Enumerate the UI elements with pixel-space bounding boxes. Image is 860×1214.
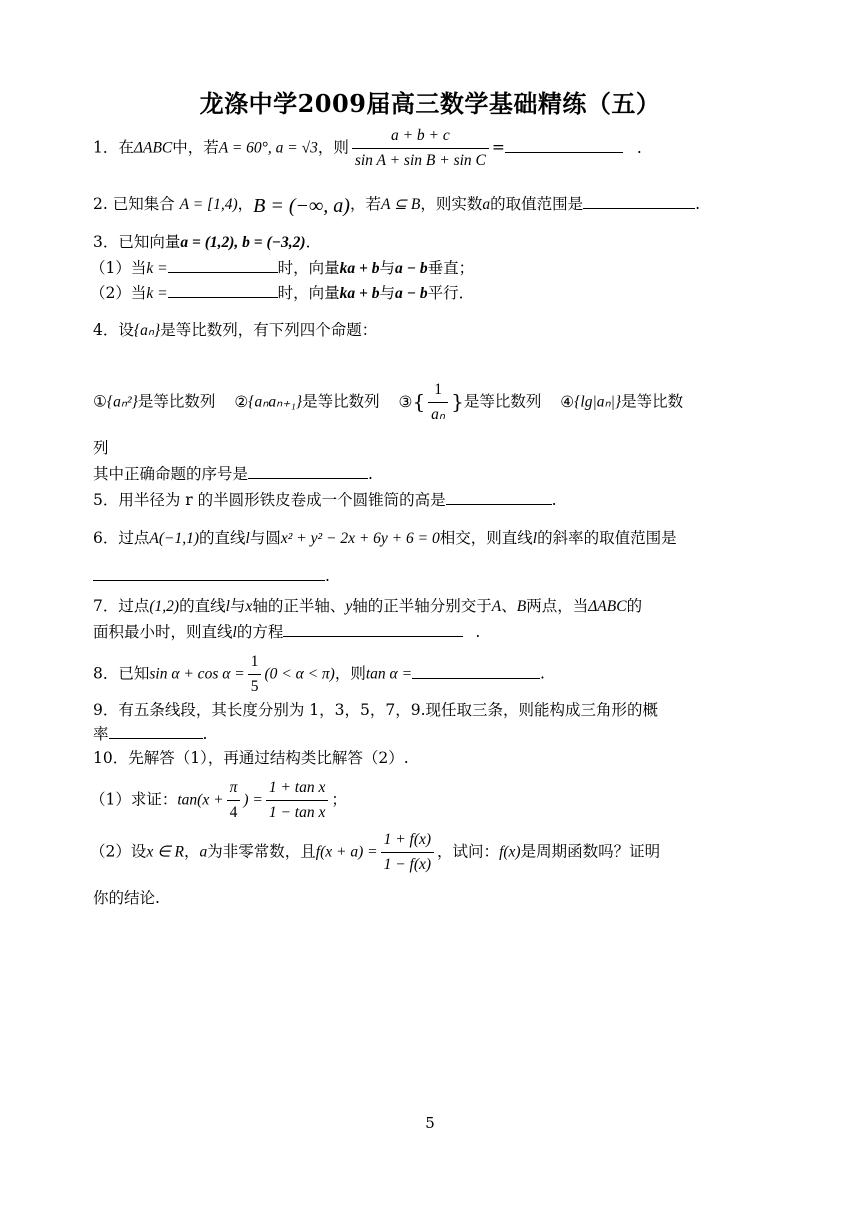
question-10-wrap: 你的结论. bbox=[93, 889, 160, 907]
q6-text4: 相交，则直线 bbox=[439, 529, 533, 547]
q10-p1-a: （1）求证： bbox=[90, 790, 178, 809]
question-4-options bbox=[93, 380, 773, 425]
q6-text3: 与圆 bbox=[249, 529, 281, 547]
question-3-part-2 bbox=[90, 281, 770, 306]
q6-text5: 的斜率的取值范围是 bbox=[537, 529, 677, 547]
q4-o1: ① bbox=[93, 392, 107, 411]
q7-text5: 轴的正半轴分别交于 bbox=[352, 597, 492, 615]
q7-y: y bbox=[345, 598, 353, 615]
q1-condition: A = 60°, a = √3 bbox=[218, 139, 318, 157]
q4-seq: {aₙ} bbox=[133, 322, 161, 339]
question-9: 9．有五条线段，其长度分别为 1，3，5，7，9.现任取三条，则能构成三角形的概 bbox=[93, 701, 659, 719]
q4-o3-den: aₙ bbox=[431, 406, 446, 423]
q8-frac-num: 1 bbox=[248, 652, 262, 675]
q10-p2-d: ，试问： bbox=[437, 842, 500, 861]
question-9-line2 bbox=[93, 722, 773, 746]
q6-l2: l bbox=[532, 530, 538, 547]
q10-p1-pi-den: 4 bbox=[229, 804, 238, 821]
q7-text1: 7．过点 bbox=[93, 597, 150, 615]
q7-x: x bbox=[245, 598, 253, 615]
q10-p2-b: ， bbox=[183, 842, 200, 861]
q7-text8: 的 bbox=[626, 597, 643, 615]
q3-intro-end: ． bbox=[305, 233, 322, 251]
q10-p2-den: 1 − f(x) bbox=[383, 856, 432, 873]
question-6-answer bbox=[93, 564, 773, 588]
q3-p2-a: （2）当 bbox=[90, 284, 147, 302]
q10-p2-a: （2）设 bbox=[90, 842, 147, 861]
question-7-line2 bbox=[93, 620, 773, 645]
question-7 bbox=[93, 594, 773, 619]
q4-o3-num: 1 bbox=[428, 380, 448, 403]
question-3 bbox=[93, 230, 773, 255]
q4-blank[interactable] bbox=[248, 462, 368, 479]
q7-text7: 两点，当 bbox=[526, 597, 589, 615]
q8-text1: 8．已知 bbox=[93, 664, 150, 683]
q2-text1: 2. 已知集合 bbox=[93, 195, 175, 213]
q4-o2-set: {aₙaₙ₊₁} bbox=[248, 393, 303, 411]
q10-p2-a-var: a bbox=[199, 843, 208, 861]
q10-p1-pi-fraction bbox=[227, 778, 241, 823]
q8-fraction bbox=[248, 652, 262, 697]
q10-p2-x: x ∈ R bbox=[146, 843, 184, 861]
q10-p2-fx: f(x) bbox=[499, 843, 521, 861]
q7-A: A bbox=[491, 598, 502, 615]
q10-p2-e: 是周期函数吗？证明 bbox=[520, 842, 661, 861]
q2-text3: ，则实数 bbox=[420, 195, 483, 213]
q6-l: l bbox=[245, 530, 250, 547]
q4-o4-text: 是等比数 bbox=[621, 392, 684, 411]
q3-intro: 3．已知向量 bbox=[93, 233, 181, 251]
q4-o2-text: 是等比数列 bbox=[302, 392, 380, 411]
q8-expr: sin α + cos α = bbox=[149, 665, 245, 683]
q3-p2-c: 与 bbox=[379, 284, 395, 302]
question-5 bbox=[93, 488, 773, 512]
q1-frac-num: a + b + c bbox=[352, 126, 489, 149]
q2-text2: ，若 bbox=[349, 195, 381, 213]
q9-end: . bbox=[202, 725, 208, 743]
q3-p2-blank[interactable] bbox=[168, 281, 278, 298]
question-6 bbox=[93, 526, 773, 551]
q10-p2-num: 1 + f(x) bbox=[381, 830, 434, 853]
q6-circle: x² + y² − 2x + 6y + 6 = 0 bbox=[280, 530, 440, 547]
q10-p1-end: ； bbox=[331, 790, 347, 809]
q10-p2-c: 为非零常数，且 bbox=[207, 842, 316, 861]
question-4-ask bbox=[93, 462, 773, 486]
question-4 bbox=[93, 318, 773, 343]
q7-text3: 与 bbox=[229, 597, 246, 615]
q2-text4: 的取值范围是 bbox=[490, 195, 584, 213]
q3-p2-v: ka + b bbox=[339, 285, 380, 302]
q6-point: A(−1,1) bbox=[149, 530, 200, 547]
q7-text2: 的直线 bbox=[179, 597, 226, 615]
q8-range: (0 < α < π) bbox=[264, 665, 335, 683]
q3-p1-w: a − b bbox=[394, 260, 428, 277]
q5-text: 5．用半径为 r 的半圆形铁皮卷成一个圆锥筒的高是 bbox=[93, 491, 446, 509]
q7-blank[interactable] bbox=[283, 620, 463, 637]
q4-ask: 其中正确命题的序号是 bbox=[93, 465, 249, 483]
q8-text2: ，则 bbox=[334, 664, 366, 683]
question-10-part-1 bbox=[90, 778, 770, 823]
q4-o1-text: 是等比数列 bbox=[137, 392, 216, 411]
q8-tan: tan α = bbox=[365, 665, 413, 683]
question-1 bbox=[93, 126, 773, 171]
q3-p2-w: a − b bbox=[394, 285, 428, 302]
q9-text2: 率 bbox=[93, 725, 109, 743]
q2-setB: B = (−∞, a) bbox=[253, 195, 350, 217]
question-4-wrap: 列 bbox=[93, 439, 109, 457]
q1-end: . bbox=[636, 138, 642, 157]
q3-p1-v: ka + b bbox=[339, 260, 380, 277]
q3-p2-b: 时，向量 bbox=[277, 284, 340, 302]
q9-blank[interactable] bbox=[109, 722, 203, 739]
q4-o2: ② bbox=[234, 392, 249, 411]
q4-o4: ④ bbox=[560, 392, 575, 411]
q3-p2-d: 平行． bbox=[427, 284, 475, 302]
q8-frac-den: 5 bbox=[250, 678, 259, 695]
q6-end: . bbox=[325, 567, 330, 585]
q4-o4-set: {lg|aₙ|} bbox=[574, 393, 622, 411]
question-8 bbox=[93, 652, 773, 697]
q10-p2-f: f(x + a) = bbox=[315, 843, 378, 861]
q10-p1-lhs: tan(x + bbox=[177, 791, 224, 809]
q10-p1-fraction bbox=[266, 778, 329, 823]
q3-vectors: a = (1,2), b = (−3,2) bbox=[180, 234, 306, 251]
q6-text1: 6．过点 bbox=[93, 529, 150, 547]
q7-end: . bbox=[475, 623, 481, 641]
q5-blank[interactable] bbox=[446, 488, 552, 505]
q10-p1-pi-num: π bbox=[227, 778, 241, 801]
q4-intro-b: 是等比数列，有下列四个命题： bbox=[160, 321, 378, 339]
q1-eq: = bbox=[491, 138, 505, 157]
q2-blank[interactable] bbox=[583, 192, 695, 209]
q1-then: ，则 bbox=[317, 138, 349, 157]
question-2 bbox=[93, 192, 773, 218]
q3-p1-b: 时，向量 bbox=[277, 259, 340, 277]
q7-line2b: 的方程 bbox=[236, 623, 284, 641]
q7-l2: l bbox=[232, 624, 237, 641]
q2-subset: A ⊆ B bbox=[380, 196, 421, 213]
q2-end: . bbox=[695, 195, 701, 213]
q4-o3-fraction bbox=[428, 380, 448, 425]
q8-blank[interactable] bbox=[412, 662, 540, 679]
q10-p1-den: 1 − tan x bbox=[268, 804, 326, 821]
q3-p1-d: 垂直； bbox=[427, 259, 475, 277]
q1-triangle: ΔABC bbox=[133, 139, 173, 157]
q1-blank[interactable] bbox=[505, 136, 623, 153]
q1-text: 中，若 bbox=[172, 138, 219, 157]
q7-text4: 轴的正半轴、 bbox=[252, 597, 346, 615]
q7-line2a: 面积最小时，则直线 bbox=[93, 623, 233, 641]
q10-p1-rhs: ) = bbox=[243, 791, 263, 809]
q7-tri: ΔABC bbox=[588, 598, 627, 615]
question-10: 10．先解答（1），再通过结构类比解答（2）. bbox=[93, 749, 409, 767]
q1-num: 1．在 bbox=[93, 138, 134, 157]
question-3-part-1 bbox=[90, 256, 770, 281]
q6-text2: 的直线 bbox=[199, 529, 246, 547]
q1-frac-den: sin A + sin B + sin C bbox=[354, 152, 486, 169]
q4-o3: ③ bbox=[398, 392, 413, 411]
q3-p2-k: k = bbox=[146, 285, 168, 302]
q4-o3-brace-right: } bbox=[451, 389, 464, 414]
q7-point: (1,2) bbox=[149, 598, 180, 615]
q3-p1-c: 与 bbox=[379, 259, 395, 277]
q7-l: l bbox=[225, 598, 230, 615]
q4-intro-a: 4．设 bbox=[93, 321, 134, 339]
q5-end: . bbox=[551, 491, 557, 509]
q4-o1-set: {aₙ²} bbox=[106, 393, 138, 411]
q4-o3-text: 是等比数列 bbox=[463, 392, 542, 411]
q4-o3-brace-left: { bbox=[412, 389, 426, 414]
q3-p1-a: （1）当 bbox=[90, 259, 147, 277]
q1-fraction bbox=[352, 126, 489, 171]
page-number: 5 bbox=[425, 1114, 435, 1132]
q10-p2-fraction bbox=[381, 830, 434, 875]
q7-text6: 、 bbox=[501, 597, 517, 615]
question-10-part-2 bbox=[90, 830, 770, 875]
q10-p1-num: 1 + tan x bbox=[266, 778, 329, 801]
q4-end: . bbox=[368, 465, 373, 483]
q2-sep: ， bbox=[237, 195, 254, 213]
page-title: 龙涤中学2009届高三数学基础精练（五） bbox=[199, 89, 661, 118]
q6-blank[interactable] bbox=[93, 564, 325, 581]
q2-var: a bbox=[482, 196, 491, 213]
q3-p1-blank[interactable] bbox=[168, 256, 278, 273]
q3-p1-k: k = bbox=[146, 260, 168, 277]
q8-end: . bbox=[540, 664, 545, 683]
q2-setA: A = [1,4) bbox=[179, 196, 238, 213]
q7-B: B bbox=[516, 598, 527, 615]
